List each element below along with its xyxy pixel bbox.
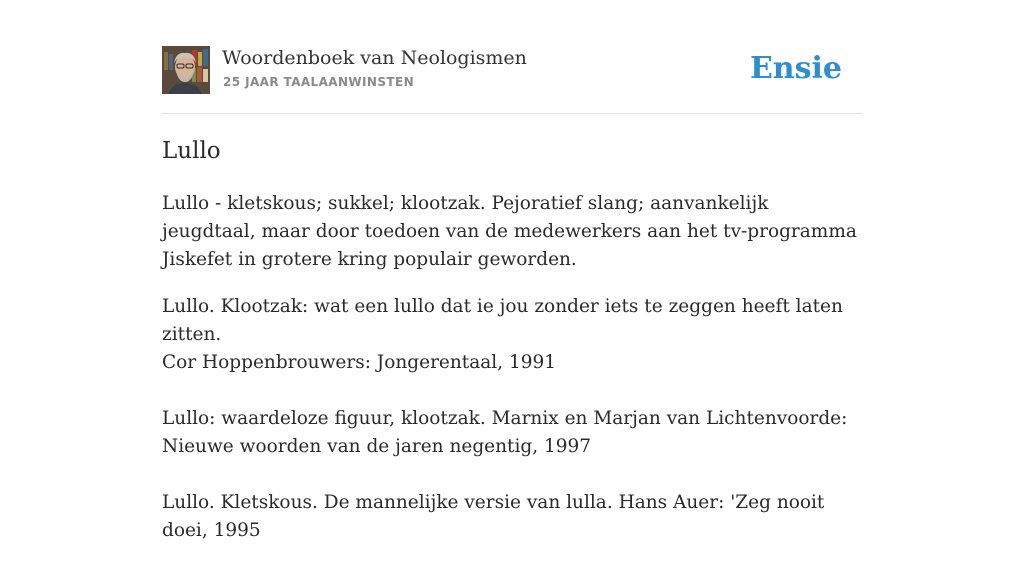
quotes-list xyxy=(162,293,867,573)
quote-item xyxy=(162,405,867,461)
entry-title: Lullo xyxy=(162,138,221,164)
source-subtitle: 25 JAAR TAALAANWINSTEN xyxy=(223,75,415,89)
author-portrait-icon xyxy=(162,46,210,94)
quote-source: Cor Hoppenbrouwers: Jongerentaal, 1991 xyxy=(162,352,557,373)
entry-definition: Lullo - kletskous; sukkel; klootzak. Pejoratief slang; aanvankelijk jeugdtaal, maar door toedoen van de medewerkers aan het tv-programma Jiskefet in grotere kring populair geworden. xyxy=(162,193,857,270)
header-divider xyxy=(162,113,862,114)
source-title[interactable]: Woordenboek van Neologismen xyxy=(222,47,527,69)
source-header xyxy=(162,46,862,96)
quote-text: Lullo. Kletskous. De mannelijke versie van lulla. Hans Auer: 'Zeg nooit doei, 1995 xyxy=(162,492,825,541)
avatar[interactable] xyxy=(162,46,210,94)
quote-item xyxy=(162,489,867,545)
quote-text: Lullo. Klootzak: wat een lullo dat ie jou zonder iets te zeggen heeft laten zitten. xyxy=(162,296,843,345)
quote-text: Lullo: waardeloze figuur, klootzak. Marnix en Marjan van Lichtenvoorde: Nieuwe woorden van de jaren negentig, 1997 xyxy=(162,408,848,457)
quote-item xyxy=(162,293,867,377)
brand-logo[interactable]: Ensie xyxy=(749,51,842,86)
